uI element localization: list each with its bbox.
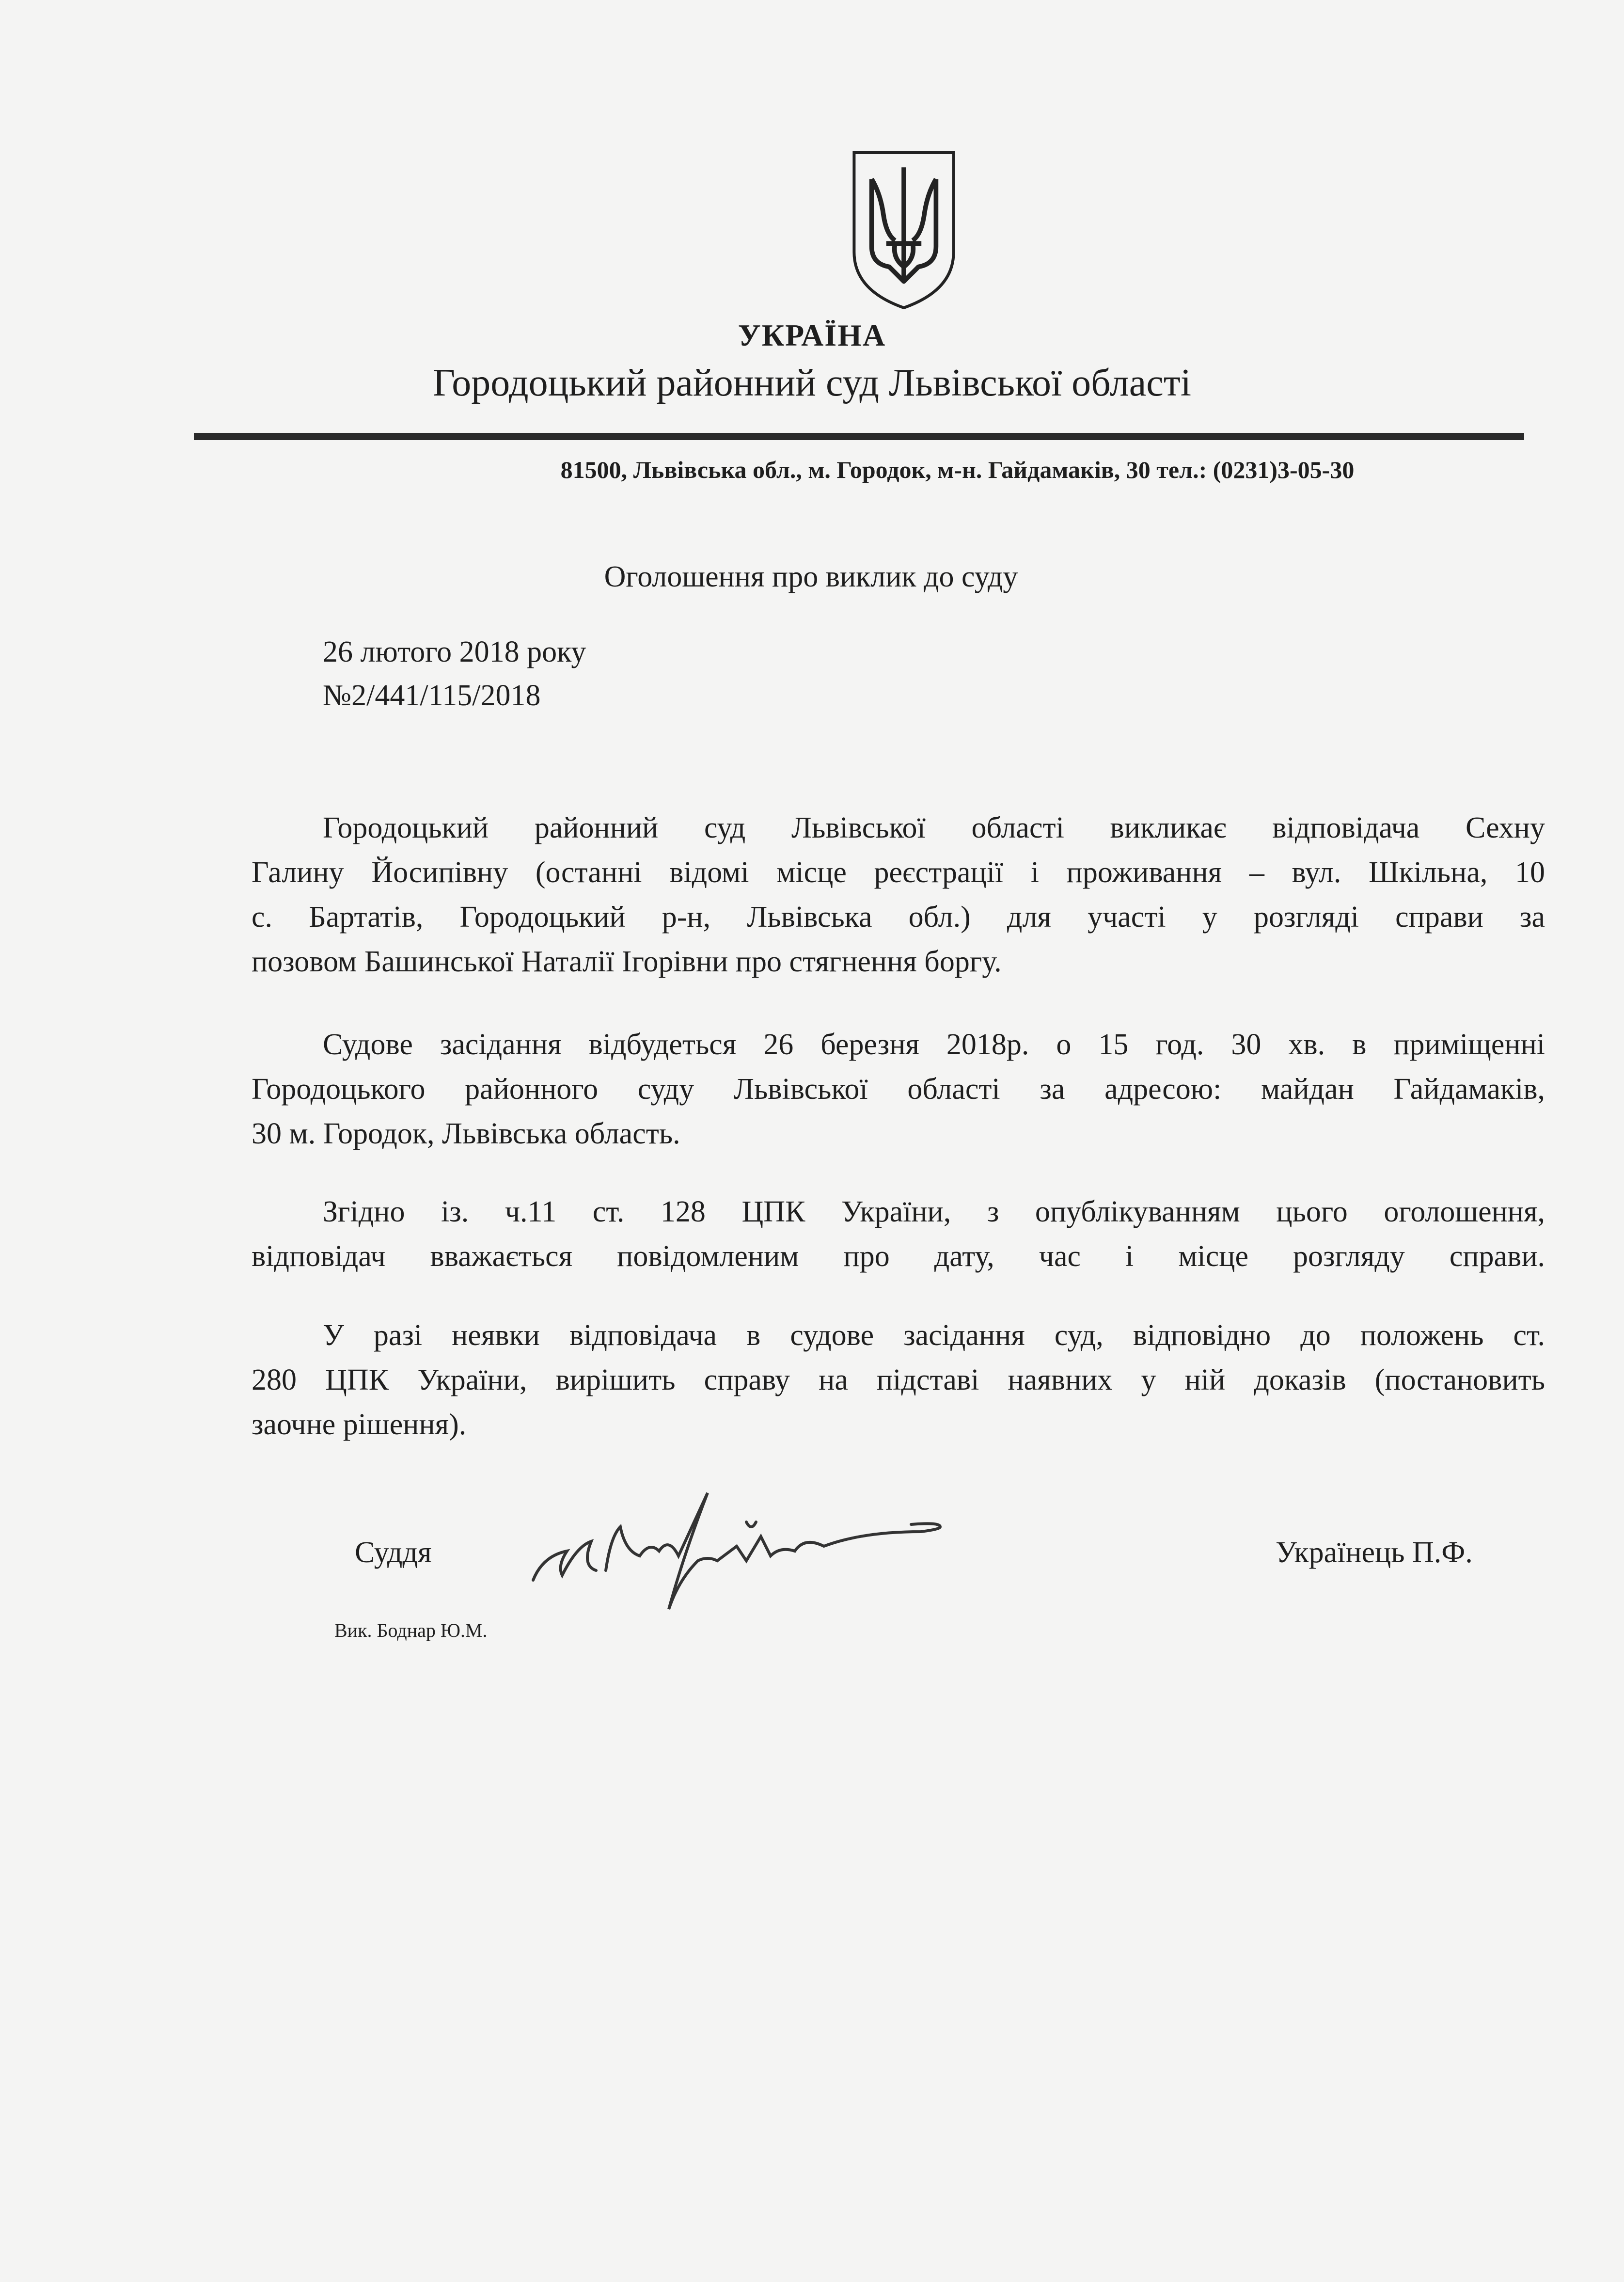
text-line: 30 м. Городок, Львівська область. [252, 1117, 680, 1150]
text-line: 280 ЦПК України, вирішить справу на підставі наявних у ній доказів (постановить [252, 1363, 1545, 1396]
text-line: позовом Башинської Наталії Ігорівни про стягнення боргу. [252, 945, 1002, 978]
paragraph-hearing [252, 1022, 1545, 1156]
text-line: У разі неявки відповідача в судове засідання суд, відповідно до положень ст. [323, 1319, 1545, 1352]
case-number: №2/441/115/2018 [323, 679, 541, 712]
text-line: с. Бартатів, Городоцький р-н, Львівська обл.) для участі у розгляді справи за [252, 901, 1545, 934]
text-line: відповідач вважається повідомленим про дату, час і місце розгляду справи. [252, 1240, 1545, 1273]
coat-of-arms-trident-icon [851, 150, 957, 311]
text-line: Городоцького районного суду Львівської області за адресою: майдан Гайдамаків, [252, 1073, 1545, 1106]
handwritten-signature [523, 1483, 1163, 1629]
text-line: Судове засідання відбудеться 26 березня 2018р. о 15 год. 30 хв. в приміщенні [323, 1028, 1545, 1061]
text-line: Згідно із. ч.11 ст. 128 ЦПК України, з опублікуванням цього оголошення, [323, 1195, 1545, 1228]
paragraph-default [252, 1313, 1545, 1447]
document-date: 26 лютого 2018 року [323, 635, 586, 668]
paragraph-summons [252, 806, 1545, 984]
judge-name: Українець П.Ф. [1276, 1536, 1473, 1569]
text-line: Городоцький районний суд Львівської області викликає відповідача Сехну [323, 811, 1545, 844]
text-line: Галину Йосипівну (останні відомі місце реєстрації і проживання – вул. Шкільна, 10 [252, 856, 1545, 889]
court-address: 81500, Львівська обл., м. Городок, м-н. Гайдамаків, 30 тел.: (0231)3-05-30 [560, 456, 1355, 483]
header-divider [194, 433, 1524, 440]
paragraph-notice [252, 1189, 1545, 1279]
text-line: заочне рішення). [252, 1408, 467, 1441]
executor-name: Вик. Боднар Ю.М. [334, 1619, 488, 1641]
document-title: Оголошення про виклик до суду [604, 560, 1018, 593]
country-heading: УКРАЇНА [738, 318, 886, 352]
court-name: Городоцький районний суд Львівської області [433, 362, 1191, 404]
signature-label: Суддя [355, 1536, 432, 1569]
